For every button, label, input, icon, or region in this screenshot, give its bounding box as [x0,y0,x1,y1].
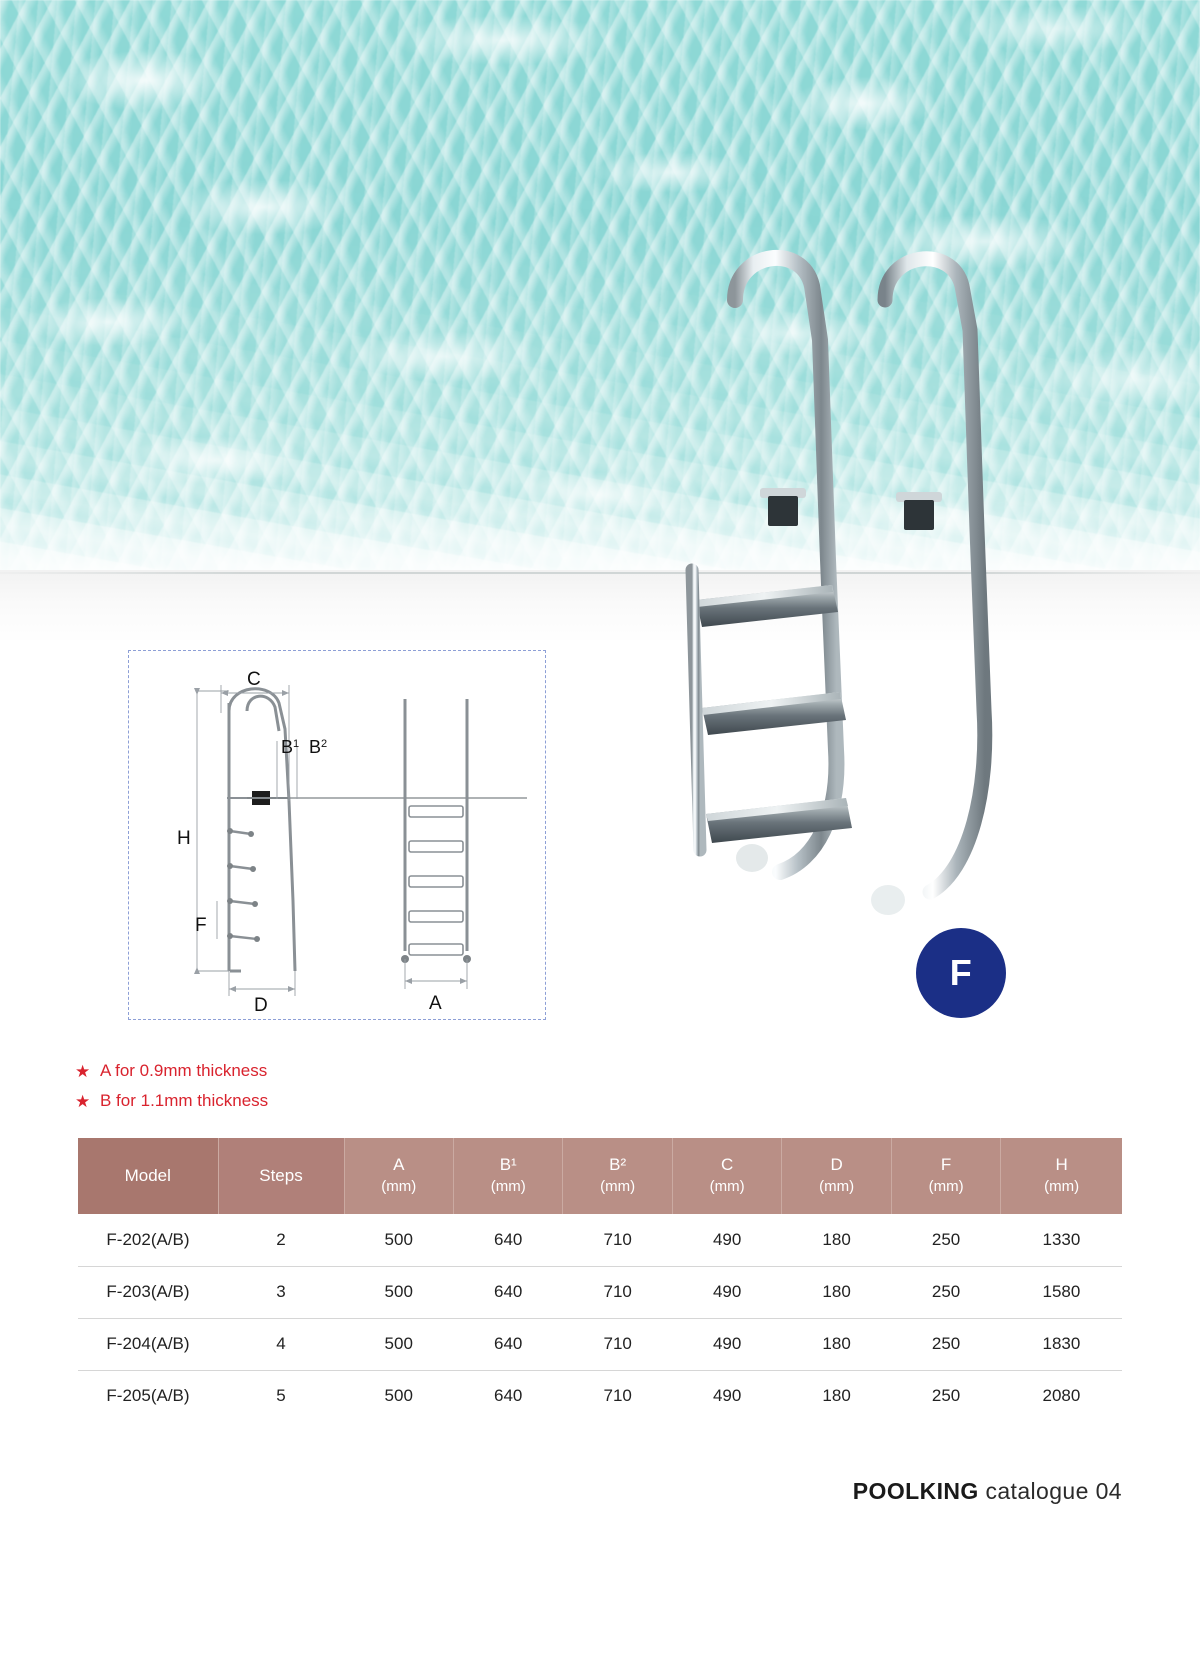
dim-label-c: C [247,669,261,690]
table-body [78,1214,1122,1422]
cell-b1: 640 [453,1266,562,1318]
cell-c: 490 [672,1214,781,1266]
catalogue-label: catalogue 04 [985,1478,1122,1504]
page-footer [853,1478,1122,1505]
cell-a: 500 [344,1266,453,1318]
ladder-step [696,585,838,627]
col-h-unit: (mm) [1044,1178,1080,1196]
cell-f: 250 [891,1214,1000,1266]
cell-model: F-203(A/B) [78,1266,218,1318]
dim-label-b2: $B^2$ [309,737,328,757]
cell-a: 500 [344,1214,453,1266]
col-c-unit: (mm) [709,1178,745,1196]
cell-model: F-205(A/B) [106,1386,190,1406]
dim-label-d: D [254,995,268,1016]
note-item [70,1056,670,1086]
series-badge: F [916,928,1006,1018]
col-d [782,1138,891,1214]
note-text: A for 0.9mm thickness [100,1061,268,1080]
cell-b2: 710 [563,1266,672,1318]
cell-f: 250 [891,1266,1000,1318]
cell-h: 2080 [1042,1386,1081,1406]
cell-c: 490 [672,1266,781,1318]
cell-steps: 4 [218,1318,344,1370]
col-d-unit: (mm) [819,1178,855,1196]
cell-h: 1330 [1001,1214,1122,1266]
cell-c: 490 [712,1386,742,1406]
star-icon: ★ [75,1061,91,1081]
dim-label-f: F [195,915,207,936]
cell-steps: 5 [276,1386,286,1406]
cell-steps: 3 [218,1266,344,1318]
thickness-notes [70,1056,670,1116]
col-b1-unit: (mm) [490,1178,526,1196]
cell-a: 500 [384,1386,413,1406]
cell-b1: 640 [453,1214,562,1266]
star-icon: ★ [75,1091,91,1111]
col-steps-label: Steps [259,1165,303,1185]
cell-h: 1830 [1001,1318,1122,1370]
table-header-row [78,1138,1122,1214]
pool-ladder-photo [640,230,1060,930]
cell-model: F-204(A/B) [78,1318,218,1370]
table-row [78,1266,1122,1318]
cell-b2: 710 [563,1318,672,1370]
table-header [78,1138,1122,1214]
cell-d: 180 [822,1386,851,1406]
cell-f: 250 [931,1386,961,1406]
cell-f: 250 [891,1318,1000,1370]
table-row [78,1370,1122,1422]
col-d-label: D [830,1155,843,1175]
col-h-label: H [1055,1155,1068,1175]
col-model [78,1138,218,1214]
cell-b1: 640 [453,1318,562,1370]
ladder-step [706,798,852,843]
col-b2-label: B² [609,1155,627,1175]
col-h [1001,1138,1122,1214]
cell-b2: 710 [563,1214,672,1266]
cell-h: 1580 [1001,1266,1122,1318]
col-model-label: Model [124,1165,171,1185]
ladder-anchor-right [896,492,942,530]
cell-d: 180 [782,1266,891,1318]
specification-table [78,1138,1122,1422]
cell-b2: 710 [603,1386,632,1406]
dim-label-h: H [177,828,191,849]
col-c [672,1138,781,1214]
col-b1-label: B¹ [499,1155,517,1175]
ladder-anchor-left [760,488,806,526]
col-a [344,1138,453,1214]
col-steps [218,1138,344,1214]
cell-d: 180 [782,1318,891,1370]
cell-a: 500 [344,1318,453,1370]
cell-c: 490 [672,1318,781,1370]
col-a-unit: (mm) [381,1178,417,1196]
col-f [891,1138,1000,1214]
ladder-step [702,692,846,735]
brand-name: POOLKING [852,1478,979,1504]
note-text: B for 1.1mm thickness [100,1091,269,1110]
cell-b1: 640 [494,1386,523,1406]
col-b2-unit: (mm) [600,1178,636,1196]
col-a-label: A [393,1155,405,1175]
col-f-label: F [940,1155,952,1175]
col-f-unit: (mm) [928,1178,964,1196]
dim-label-a: A [429,993,442,1014]
table-row [78,1318,1122,1370]
dim-label-b1: $B^1$ [281,737,300,757]
col-b1 [453,1138,562,1214]
note-item [70,1086,670,1116]
cell-d: 180 [782,1214,891,1266]
cell-model: F-202(A/B) [78,1214,218,1266]
col-b2 [563,1138,672,1214]
dimension-drawing [128,650,546,1020]
cell-steps: 2 [218,1214,344,1266]
table-row [78,1214,1122,1266]
col-c-label: C [721,1155,734,1175]
